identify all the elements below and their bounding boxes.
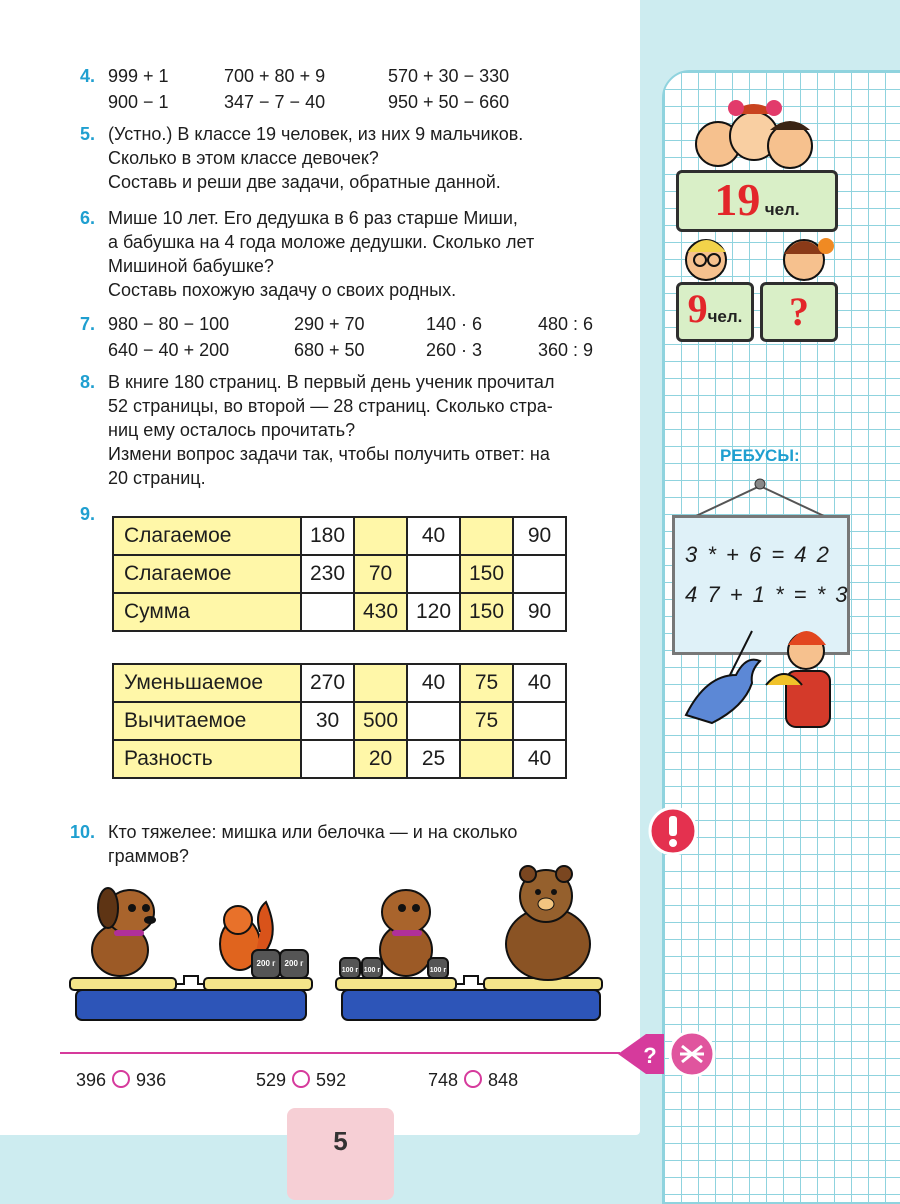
table-cell: 40 xyxy=(407,664,460,702)
task-line: а бабушка на 4 года моложе дедушки. Сколько лет xyxy=(108,232,535,252)
check-answer-icon xyxy=(616,1028,722,1080)
answer-option: 529 xyxy=(256,1070,287,1090)
expression: 999 + 1 xyxy=(108,66,169,86)
table-cell: 40 xyxy=(407,517,460,555)
task-line: Составь похожую задачу о своих родных. xyxy=(108,280,457,300)
table-cell: 30 xyxy=(301,702,354,740)
expression: 570 + 30 − 330 xyxy=(388,66,510,86)
circle-icon xyxy=(292,1070,310,1088)
table-row xyxy=(113,517,566,555)
row-label: Вычитаемое xyxy=(113,702,301,740)
total-count-box xyxy=(676,170,838,232)
weight-label: 100 г xyxy=(429,967,447,974)
table-cell xyxy=(407,702,460,740)
weight-label: 100 г xyxy=(341,967,359,974)
row-label: Слагаемое xyxy=(113,517,301,555)
table-cell: 230 xyxy=(301,555,354,593)
table-cell: 40 xyxy=(513,740,566,778)
task-line: Кто тяжелее: мишка или белочка — и на сколько xyxy=(108,822,518,842)
hanger-icon xyxy=(690,476,830,518)
answer-option: 748 xyxy=(428,1070,459,1090)
expression: 700 + 80 + 9 xyxy=(224,66,326,86)
task-line: 52 страницы, во второй — 28 страниц. Сколько стра- xyxy=(108,396,553,416)
task-line: Мише 10 лет. Его дедушка в 6 раз старше Миши, xyxy=(108,208,518,228)
task-number: 5. xyxy=(80,124,96,144)
expression: 290 + 70 xyxy=(294,314,365,334)
expression: 640 − 40 + 200 xyxy=(108,340,230,360)
task-line: Измени вопрос задачи так, чтобы получить ответ: на xyxy=(108,444,550,464)
answer-pair xyxy=(76,1070,166,1091)
table-cell: 270 xyxy=(301,664,354,702)
task-number: 6. xyxy=(80,208,96,228)
boys-count: 9 xyxy=(687,286,708,331)
expression: 480 : 6 xyxy=(538,314,594,334)
unit-label: чел. xyxy=(764,200,800,219)
table-row xyxy=(113,740,566,778)
exclamation-icon xyxy=(648,806,698,856)
rebus-title: РЕБУСЫ: xyxy=(720,446,800,465)
page-number: 5 xyxy=(287,1108,394,1200)
row-label: Разность xyxy=(113,740,301,778)
answer-pair xyxy=(428,1070,518,1091)
expression: 347 − 7 − 40 xyxy=(224,92,326,112)
table-cell: 150 xyxy=(460,555,513,593)
row-label: Слагаемое xyxy=(113,555,301,593)
table-cell: 25 xyxy=(407,740,460,778)
weight-label: 100 г xyxy=(363,967,381,974)
table-row xyxy=(113,664,566,702)
table-cell xyxy=(354,517,407,555)
girls-count-box xyxy=(760,282,838,342)
circle-icon xyxy=(464,1070,482,1088)
table-cell: 90 xyxy=(513,517,566,555)
weight-label: 200 г xyxy=(284,959,304,968)
task-line: В книге 180 страниц. В первый день ученик прочитал xyxy=(108,372,555,392)
answer-option: 396 xyxy=(76,1070,107,1090)
boys-count-box xyxy=(676,282,754,342)
weight-label: 200 г xyxy=(256,959,276,968)
expression: 360 : 9 xyxy=(538,340,594,360)
expression: 140 · 6 xyxy=(426,314,483,334)
table-cell xyxy=(354,664,407,702)
task-line: Сколько в этом классе девочек? xyxy=(108,148,379,168)
answer-pair xyxy=(256,1070,346,1091)
divider xyxy=(60,1052,620,1054)
addition-table xyxy=(112,516,567,632)
table-cell: 120 xyxy=(407,593,460,631)
answer-option: 936 xyxy=(136,1070,167,1090)
row-label: Уменьшаемое xyxy=(113,664,301,702)
task-number: 10. xyxy=(70,822,96,842)
task-number: 4. xyxy=(80,66,96,86)
table-cell: 70 xyxy=(354,555,407,593)
left-scale-icon xyxy=(70,888,312,1020)
table-cell: 75 xyxy=(460,664,513,702)
expression: 900 − 1 xyxy=(108,92,169,112)
table-cell xyxy=(301,593,354,631)
question-mark: ? xyxy=(789,289,809,334)
task-number: 8. xyxy=(80,372,96,392)
answer-option: 848 xyxy=(488,1070,519,1090)
task-line: Мишиной бабушке? xyxy=(108,256,274,276)
table-cell: 75 xyxy=(460,702,513,740)
answer-option: 592 xyxy=(316,1070,347,1090)
table-cell: 90 xyxy=(513,593,566,631)
task-line: (Устно.) В классе 19 человек, из них 9 мальчиков. xyxy=(108,124,524,144)
table-cell: 20 xyxy=(354,740,407,778)
table-row xyxy=(113,593,566,631)
rebus-line: 3 * + 6 = 4 2 xyxy=(685,542,831,567)
table-cell xyxy=(407,555,460,593)
row-label: Сумма xyxy=(113,593,301,631)
table-cell xyxy=(301,740,354,778)
table-row xyxy=(113,555,566,593)
task-line: Составь и реши две задачи, обратные данной. xyxy=(108,172,501,192)
table-cell xyxy=(513,702,566,740)
table-cell: 180 xyxy=(301,517,354,555)
boy-girl-icon xyxy=(680,232,840,284)
circle-icon xyxy=(112,1070,130,1088)
rebus-line: 4 7 + 1 * = * 3 xyxy=(685,582,850,607)
expression: 980 − 80 − 100 xyxy=(108,314,230,334)
right-scale-icon xyxy=(336,866,602,1020)
expression: 260 · 3 xyxy=(426,340,483,360)
table-cell: 40 xyxy=(513,664,566,702)
bird-and-clown-icon xyxy=(676,625,836,749)
children-group-icon xyxy=(690,96,820,172)
table-cell: 430 xyxy=(354,593,407,631)
task-number: 7. xyxy=(80,314,96,334)
subtraction-table xyxy=(112,663,567,779)
table-cell xyxy=(513,555,566,593)
expression: 680 + 50 xyxy=(294,340,365,360)
unit-label: чел. xyxy=(707,307,743,326)
table-cell xyxy=(460,517,513,555)
task-line: граммов? xyxy=(108,846,189,866)
task-line: 20 страниц. xyxy=(108,468,206,488)
total-count: 19 xyxy=(714,174,761,225)
expression: 950 + 50 − 660 xyxy=(388,92,510,112)
task-line: ниц ему осталось прочитать? xyxy=(108,420,356,440)
table-cell: 150 xyxy=(460,593,513,631)
table-cell: 500 xyxy=(354,702,407,740)
table-row xyxy=(113,702,566,740)
table-cell xyxy=(460,740,513,778)
scales-illustration xyxy=(68,862,608,1034)
svg-text:?: ? xyxy=(643,1043,657,1068)
task-number: 9. xyxy=(80,504,96,524)
